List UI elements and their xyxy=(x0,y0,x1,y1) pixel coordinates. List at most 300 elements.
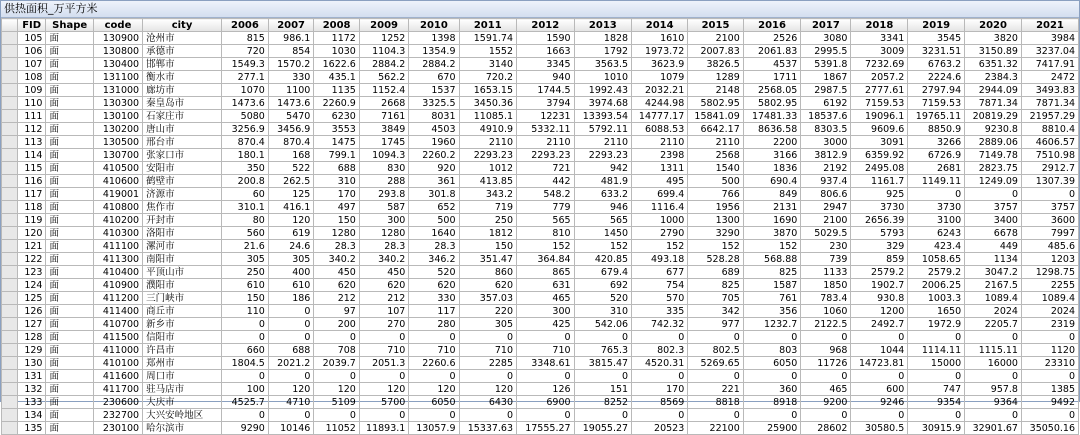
table-cell[interactable]: 677 xyxy=(632,266,688,279)
table-cell[interactable]: 410800 xyxy=(93,201,142,214)
row-selector[interactable] xyxy=(2,162,18,175)
table-cell[interactable]: 0 xyxy=(965,331,1022,344)
table-cell[interactable]: 13057.9 xyxy=(409,422,459,435)
table-cell[interactable]: 1690 xyxy=(743,214,801,227)
row-selector[interactable] xyxy=(2,71,18,84)
table-row[interactable] xyxy=(2,240,1079,253)
table-cell[interactable]: 5792.11 xyxy=(574,123,632,136)
table-cell[interactable]: 124 xyxy=(17,279,46,292)
table-cell[interactable]: 7871.34 xyxy=(965,97,1022,110)
table-cell[interactable]: 520 xyxy=(409,266,459,279)
table-cell[interactable]: 3047.2 xyxy=(965,266,1022,279)
table-cell[interactable]: 2110 xyxy=(574,136,632,149)
table-cell[interactable]: 0 xyxy=(222,331,269,344)
table-row[interactable] xyxy=(2,162,1079,175)
table-cell[interactable]: 815 xyxy=(222,32,269,45)
table-cell[interactable]: 500 xyxy=(409,214,459,227)
table-cell[interactable]: 1610 xyxy=(632,32,688,45)
table-cell[interactable]: 0 xyxy=(268,409,314,422)
table-body[interactable] xyxy=(2,32,1079,435)
table-cell[interactable]: 742.32 xyxy=(632,318,688,331)
table-cell[interactable]: 邢台市 xyxy=(143,136,222,149)
table-cell[interactable]: 面 xyxy=(46,45,93,58)
table-cell[interactable]: 2947 xyxy=(801,201,851,214)
table-cell[interactable]: 2777.61 xyxy=(851,84,908,97)
table-cell[interactable]: 342 xyxy=(688,305,744,318)
table-cell[interactable]: 面 xyxy=(46,214,93,227)
table-cell[interactable]: 6642.17 xyxy=(688,123,744,136)
table-cell[interactable]: 5391.8 xyxy=(801,58,851,71)
table-cell[interactable]: 719 xyxy=(459,201,517,214)
table-cell[interactable]: 1473.6 xyxy=(268,97,314,110)
table-cell[interactable]: 450 xyxy=(359,266,408,279)
table-cell[interactable]: 116 xyxy=(17,175,46,188)
table-cell[interactable]: 1850 xyxy=(801,279,851,292)
table-cell[interactable]: 1172 xyxy=(314,32,360,45)
table-cell[interactable]: 1745 xyxy=(359,136,408,149)
table-cell[interactable]: 361 xyxy=(409,175,459,188)
table-cell[interactable]: 330 xyxy=(409,292,459,305)
table-cell[interactable]: 125 xyxy=(17,292,46,305)
table-cell[interactable]: 1232.7 xyxy=(743,318,801,331)
table-cell[interactable]: 周口市 xyxy=(143,370,222,383)
table-cell[interactable]: 310.1 xyxy=(222,201,269,214)
row-selector[interactable] xyxy=(2,279,18,292)
table-cell[interactable]: 689 xyxy=(688,266,744,279)
table-cell[interactable]: 1060 xyxy=(801,305,851,318)
table-cell[interactable]: 5802.95 xyxy=(688,97,744,110)
table-cell[interactable]: 0 xyxy=(851,409,908,422)
column-header[interactable]: 2021 xyxy=(1021,19,1078,32)
table-row[interactable] xyxy=(2,305,1079,318)
table-cell[interactable]: 7232.69 xyxy=(851,58,908,71)
table-cell[interactable]: 131000 xyxy=(93,84,142,97)
table-cell[interactable]: 1902.7 xyxy=(851,279,908,292)
table-cell[interactable]: 4910.9 xyxy=(459,123,517,136)
table-row[interactable] xyxy=(2,331,1079,344)
table-cell[interactable]: 2148 xyxy=(688,84,744,97)
row-selector-header[interactable] xyxy=(2,19,18,32)
table-cell[interactable]: 19096.1 xyxy=(851,110,908,123)
table-cell[interactable]: 690.4 xyxy=(743,175,801,188)
table-cell[interactable]: 1280 xyxy=(314,227,360,240)
table-cell[interactable]: 6192 xyxy=(801,97,851,110)
table-cell[interactable]: 0 xyxy=(965,370,1022,383)
table-cell[interactable]: 3815.47 xyxy=(574,357,632,370)
table-cell[interactable]: 0 xyxy=(314,409,360,422)
table-cell[interactable]: 13393.54 xyxy=(574,110,632,123)
table-cell[interactable]: 3231.51 xyxy=(908,45,965,58)
table-cell[interactable]: 150 xyxy=(459,240,517,253)
table-cell[interactable]: 423.4 xyxy=(908,240,965,253)
table-cell[interactable]: 212 xyxy=(359,292,408,305)
table-cell[interactable]: 0 xyxy=(409,409,459,422)
table-cell[interactable]: 100 xyxy=(222,383,269,396)
table-cell[interactable]: 120 xyxy=(409,383,459,396)
table-cell[interactable]: 133 xyxy=(17,396,46,409)
table-row[interactable] xyxy=(2,409,1079,422)
table-cell[interactable]: 3812.9 xyxy=(801,149,851,162)
table-cell[interactable]: 130200 xyxy=(93,123,142,136)
column-header[interactable]: 2019 xyxy=(908,19,965,32)
table-cell[interactable]: 110 xyxy=(17,97,46,110)
table-cell[interactable]: 4244.98 xyxy=(632,97,688,110)
table-cell[interactable]: 3266 xyxy=(908,136,965,149)
table-cell[interactable]: 329 xyxy=(851,240,908,253)
table-row[interactable] xyxy=(2,292,1079,305)
table-cell[interactable]: 面 xyxy=(46,383,93,396)
table-cell[interactable]: 1549.3 xyxy=(222,58,269,71)
table-cell[interactable]: 4503 xyxy=(409,123,459,136)
table-cell[interactable]: 洛阳市 xyxy=(143,227,222,240)
table-cell[interactable]: 2255 xyxy=(1021,279,1078,292)
table-cell[interactable]: 2319 xyxy=(1021,318,1078,331)
table-cell[interactable]: 1044 xyxy=(851,344,908,357)
table-cell[interactable]: 2007.83 xyxy=(688,45,744,58)
row-selector[interactable] xyxy=(2,344,18,357)
table-cell[interactable]: 3400 xyxy=(965,214,1022,227)
column-header[interactable]: 2018 xyxy=(851,19,908,32)
table-cell[interactable]: 806.6 xyxy=(801,188,851,201)
table-cell[interactable]: 2006.25 xyxy=(908,279,965,292)
table-cell[interactable]: 0 xyxy=(359,331,408,344)
table-cell[interactable]: 开封市 xyxy=(143,214,222,227)
table-cell[interactable]: 1650 xyxy=(908,305,965,318)
table-cell[interactable]: 11893.1 xyxy=(359,422,408,435)
table-cell[interactable]: 562.2 xyxy=(359,71,408,84)
table-cell[interactable]: 3870 xyxy=(743,227,801,240)
table-cell[interactable]: 413.85 xyxy=(459,175,517,188)
table-cell[interactable]: 335 xyxy=(632,305,688,318)
table-cell[interactable]: 0 xyxy=(574,409,632,422)
table-cell[interactable]: 2495.08 xyxy=(851,162,908,175)
table-cell[interactable]: 1089.4 xyxy=(965,292,1022,305)
table-cell[interactable]: 2192 xyxy=(801,162,851,175)
table-cell[interactable]: 1200 xyxy=(851,305,908,318)
table-cell[interactable]: 0 xyxy=(409,370,459,383)
table-cell[interactable]: 1252 xyxy=(359,32,408,45)
table-cell[interactable]: 5269.65 xyxy=(688,357,744,370)
table-cell[interactable]: 0 xyxy=(965,409,1022,422)
table-cell[interactable]: 442 xyxy=(517,175,575,188)
table-cell[interactable]: 0 xyxy=(409,331,459,344)
table-cell[interactable]: 9246 xyxy=(851,396,908,409)
table-cell[interactable]: 410400 xyxy=(93,266,142,279)
table-cell[interactable]: 3553 xyxy=(314,123,360,136)
table-cell[interactable]: 930.8 xyxy=(851,292,908,305)
table-cell[interactable]: 2110 xyxy=(517,136,575,149)
table-cell[interactable]: 唐山市 xyxy=(143,123,222,136)
table-cell[interactable]: 150 xyxy=(314,214,360,227)
table-cell[interactable]: 411400 xyxy=(93,305,142,318)
table-cell[interactable]: 111 xyxy=(17,110,46,123)
table-cell[interactable]: 2568 xyxy=(688,149,744,162)
column-header[interactable]: 2009 xyxy=(359,19,408,32)
table-cell[interactable]: 1149.11 xyxy=(908,175,965,188)
table-cell[interactable]: 825 xyxy=(743,266,801,279)
table-row[interactable] xyxy=(2,201,1079,214)
table-cell[interactable]: 761 xyxy=(743,292,801,305)
table-cell[interactable]: 122 xyxy=(17,253,46,266)
table-row[interactable] xyxy=(2,253,1079,266)
row-selector[interactable] xyxy=(2,227,18,240)
table-cell[interactable]: 21957.29 xyxy=(1021,110,1078,123)
table-cell[interactable]: 132 xyxy=(17,383,46,396)
table-cell[interactable]: 0 xyxy=(222,409,269,422)
table-cell[interactable]: 石家庄市 xyxy=(143,110,222,123)
table-cell[interactable]: 0 xyxy=(314,370,360,383)
table-cell[interactable]: 699.4 xyxy=(632,188,688,201)
table-cell[interactable]: 2579.2 xyxy=(851,266,908,279)
table-cell[interactable]: 2293.23 xyxy=(459,149,517,162)
table-cell[interactable]: 633.2 xyxy=(574,188,632,201)
table-cell[interactable]: 7871.34 xyxy=(1021,97,1078,110)
table-cell[interactable]: 754 xyxy=(632,279,688,292)
table-cell[interactable]: 7510.98 xyxy=(1021,149,1078,162)
table-cell[interactable]: 3757 xyxy=(1021,201,1078,214)
table-cell[interactable]: 许昌市 xyxy=(143,344,222,357)
table-cell[interactable]: 860 xyxy=(459,266,517,279)
table-cell[interactable]: 面 xyxy=(46,396,93,409)
table-cell[interactable]: 面 xyxy=(46,71,93,84)
table-cell[interactable]: 710 xyxy=(409,344,459,357)
table-cell[interactable]: 8303.5 xyxy=(801,123,851,136)
table-cell[interactable]: 1540 xyxy=(688,162,744,175)
column-header[interactable]: 2006 xyxy=(222,19,269,32)
table-cell[interactable]: 130700 xyxy=(93,149,142,162)
table-cell[interactable]: 3166 xyxy=(743,149,801,162)
table-row[interactable] xyxy=(2,175,1079,188)
table-cell[interactable]: 12231 xyxy=(517,110,575,123)
table-cell[interactable]: 115 xyxy=(17,162,46,175)
table-cell[interactable]: 2260.9 xyxy=(314,97,360,110)
table-cell[interactable]: 485.6 xyxy=(1021,240,1078,253)
row-selector[interactable] xyxy=(2,305,18,318)
table-cell[interactable]: 114 xyxy=(17,149,46,162)
table-cell[interactable]: 130 xyxy=(17,357,46,370)
column-header[interactable]: 2014 xyxy=(632,19,688,32)
table-cell[interactable]: 3080 xyxy=(801,32,851,45)
table-cell[interactable]: 2032.21 xyxy=(632,84,688,97)
table-cell[interactable]: 1960 xyxy=(409,136,459,149)
table-cell[interactable]: 411100 xyxy=(93,240,142,253)
table-cell[interactable]: 830 xyxy=(359,162,408,175)
table-cell[interactable]: 11726 xyxy=(801,357,851,370)
table-row[interactable] xyxy=(2,357,1079,370)
table-cell[interactable]: 110 xyxy=(222,305,269,318)
table-cell[interactable]: 2384.3 xyxy=(965,71,1022,84)
table-cell[interactable]: 4710 xyxy=(268,396,314,409)
table-cell[interactable]: 三门峡市 xyxy=(143,292,222,305)
table-cell[interactable]: 2260.2 xyxy=(409,149,459,162)
table-cell[interactable]: 779 xyxy=(517,201,575,214)
table-cell[interactable]: 150 xyxy=(222,292,269,305)
table-row[interactable] xyxy=(2,188,1079,201)
table-cell[interactable]: 859 xyxy=(851,253,908,266)
table-cell[interactable]: 3256.9 xyxy=(222,123,269,136)
column-header[interactable]: 2007 xyxy=(268,19,314,32)
table-cell[interactable]: 450 xyxy=(314,266,360,279)
table-cell[interactable]: 3091 xyxy=(851,136,908,149)
table-cell[interactable]: 105 xyxy=(17,32,46,45)
table-cell[interactable]: 957.8 xyxy=(965,383,1022,396)
table-cell[interactable]: 3345 xyxy=(517,58,575,71)
table-cell[interactable]: 0 xyxy=(801,409,851,422)
table-cell[interactable]: 0 xyxy=(801,331,851,344)
table-cell[interactable]: 1135 xyxy=(314,84,360,97)
table-cell[interactable]: 688 xyxy=(268,344,314,357)
table-cell[interactable]: 7159.53 xyxy=(851,97,908,110)
table-cell[interactable]: 0 xyxy=(908,370,965,383)
table-cell[interactable]: 170 xyxy=(632,383,688,396)
table-cell[interactable]: 131100 xyxy=(93,71,142,84)
table-cell[interactable]: 587 xyxy=(359,201,408,214)
table-cell[interactable]: 19765.11 xyxy=(908,110,965,123)
table-cell[interactable]: 619 xyxy=(268,227,314,240)
table-cell[interactable]: 465 xyxy=(801,383,851,396)
attribute-table[interactable] xyxy=(1,18,1079,435)
table-cell[interactable]: 3545 xyxy=(908,32,965,45)
column-header[interactable]: 2012 xyxy=(517,19,575,32)
table-cell[interactable]: 哈尔滨市 xyxy=(143,422,222,435)
table-cell[interactable]: 152 xyxy=(688,240,744,253)
table-cell[interactable]: 2205.7 xyxy=(965,318,1022,331)
table-cell[interactable]: 425 xyxy=(517,318,575,331)
table-cell[interactable]: 679.4 xyxy=(574,266,632,279)
table-cell[interactable]: 120 xyxy=(17,227,46,240)
table-cell[interactable]: 250 xyxy=(459,214,517,227)
table-cell[interactable]: 2790 xyxy=(632,227,688,240)
table-cell[interactable]: 2398 xyxy=(632,149,688,162)
table-row[interactable] xyxy=(2,84,1079,97)
table-cell[interactable]: 3623.9 xyxy=(632,58,688,71)
table-cell[interactable]: 14723.81 xyxy=(851,357,908,370)
table-cell[interactable]: 邯郸市 xyxy=(143,58,222,71)
table-cell[interactable]: 356 xyxy=(743,305,801,318)
table-cell[interactable]: 220 xyxy=(459,305,517,318)
table-cell[interactable]: 120 xyxy=(359,383,408,396)
table-cell[interactable]: 1104.3 xyxy=(359,45,408,58)
table-cell[interactable]: 925 xyxy=(851,188,908,201)
table-cell[interactable]: 3826.5 xyxy=(688,58,744,71)
table-cell[interactable]: 8918 xyxy=(743,396,801,409)
table-cell[interactable]: 0 xyxy=(459,409,517,422)
table-cell[interactable]: 106 xyxy=(17,45,46,58)
table-cell[interactable]: 351.47 xyxy=(459,253,517,266)
row-selector[interactable] xyxy=(2,409,18,422)
table-cell[interactable]: 400 xyxy=(268,266,314,279)
table-cell[interactable]: 410500 xyxy=(93,162,142,175)
table-cell[interactable]: 411700 xyxy=(93,383,142,396)
column-header[interactable]: 2016 xyxy=(743,19,801,32)
row-selector[interactable] xyxy=(2,214,18,227)
table-cell[interactable]: 2681 xyxy=(908,162,965,175)
table-cell[interactable]: 面 xyxy=(46,266,93,279)
table-cell[interactable]: 280 xyxy=(409,318,459,331)
table-cell[interactable]: 232700 xyxy=(93,409,142,422)
table-cell[interactable]: 3984 xyxy=(1021,32,1078,45)
table-cell[interactable]: 6243 xyxy=(908,227,965,240)
table-cell[interactable]: 秦皇岛市 xyxy=(143,97,222,110)
table-cell[interactable]: 1089.4 xyxy=(1021,292,1078,305)
table-cell[interactable]: 面 xyxy=(46,344,93,357)
table-cell[interactable]: 3009 xyxy=(851,45,908,58)
table-cell[interactable]: 1398 xyxy=(409,32,459,45)
table-cell[interactable]: 1537 xyxy=(409,84,459,97)
row-selector[interactable] xyxy=(2,58,18,71)
table-cell[interactable]: 0 xyxy=(743,409,801,422)
table-cell[interactable]: 20523 xyxy=(632,422,688,435)
table-cell[interactable]: 30580.5 xyxy=(851,422,908,435)
table-cell[interactable]: 411500 xyxy=(93,331,142,344)
table-cell[interactable]: 221 xyxy=(688,383,744,396)
table-cell[interactable]: 22100 xyxy=(688,422,744,435)
table-cell[interactable]: 20819.29 xyxy=(965,110,1022,123)
table-cell[interactable]: 799.1 xyxy=(314,149,360,162)
table-cell[interactable]: 3456.9 xyxy=(268,123,314,136)
table-cell[interactable]: 542.06 xyxy=(574,318,632,331)
table-cell[interactable]: 南阳市 xyxy=(143,253,222,266)
table-cell[interactable]: 沧州市 xyxy=(143,32,222,45)
table-cell[interactable]: 7997 xyxy=(1021,227,1078,240)
table-cell[interactable]: 1115.11 xyxy=(965,344,1022,357)
table-cell[interactable]: 0 xyxy=(908,188,965,201)
table-cell[interactable]: 3493.83 xyxy=(1021,84,1078,97)
table-cell[interactable]: 面 xyxy=(46,331,93,344)
table-cell[interactable]: 11052 xyxy=(314,422,360,435)
table-cell[interactable]: 4606.57 xyxy=(1021,136,1078,149)
table-cell[interactable]: 0 xyxy=(359,409,408,422)
table-cell[interactable]: 1289 xyxy=(688,71,744,84)
table-cell[interactable]: 2944.09 xyxy=(965,84,1022,97)
table-cell[interactable]: 1956 xyxy=(688,201,744,214)
table-cell[interactable]: 28.3 xyxy=(359,240,408,253)
table-cell[interactable]: 411000 xyxy=(93,344,142,357)
table-cell[interactable]: 126 xyxy=(517,383,575,396)
table-cell[interactable]: 1300 xyxy=(688,214,744,227)
table-cell[interactable]: 305 xyxy=(222,253,269,266)
table-cell[interactable]: 2889.06 xyxy=(965,136,1022,149)
table-cell[interactable]: 28602 xyxy=(801,422,851,435)
column-header[interactable]: 2017 xyxy=(801,19,851,32)
table-cell[interactable]: 1663 xyxy=(517,45,575,58)
table-cell[interactable]: 3794 xyxy=(517,97,575,110)
table-cell[interactable]: 面 xyxy=(46,279,93,292)
table-cell[interactable]: 面 xyxy=(46,253,93,266)
table-cell[interactable]: 1836 xyxy=(743,162,801,175)
table-cell[interactable]: 承德市 xyxy=(143,45,222,58)
table-cell[interactable]: 1385 xyxy=(1021,383,1078,396)
table-cell[interactable]: 8850.9 xyxy=(908,123,965,136)
table-cell[interactable]: 710 xyxy=(459,344,517,357)
table-cell[interactable]: 3150.89 xyxy=(965,45,1022,58)
table-cell[interactable]: 0 xyxy=(632,370,688,383)
table-cell[interactable]: 120 xyxy=(268,383,314,396)
table-cell[interactable]: 180.1 xyxy=(222,149,269,162)
table-cell[interactable]: 焦作市 xyxy=(143,201,222,214)
table-cell[interactable]: 0 xyxy=(268,331,314,344)
table-cell[interactable]: 710 xyxy=(359,344,408,357)
table-cell[interactable]: 0 xyxy=(688,370,744,383)
row-selector[interactable] xyxy=(2,383,18,396)
table-cell[interactable]: 平顶山市 xyxy=(143,266,222,279)
table-cell[interactable]: 854 xyxy=(268,45,314,58)
table-cell[interactable]: 面 xyxy=(46,97,93,110)
table-cell[interactable]: 9200 xyxy=(801,396,851,409)
table-cell[interactable]: 1972.9 xyxy=(908,318,965,331)
table-cell[interactable]: 2884.2 xyxy=(359,58,408,71)
table-cell[interactable]: 面 xyxy=(46,409,93,422)
